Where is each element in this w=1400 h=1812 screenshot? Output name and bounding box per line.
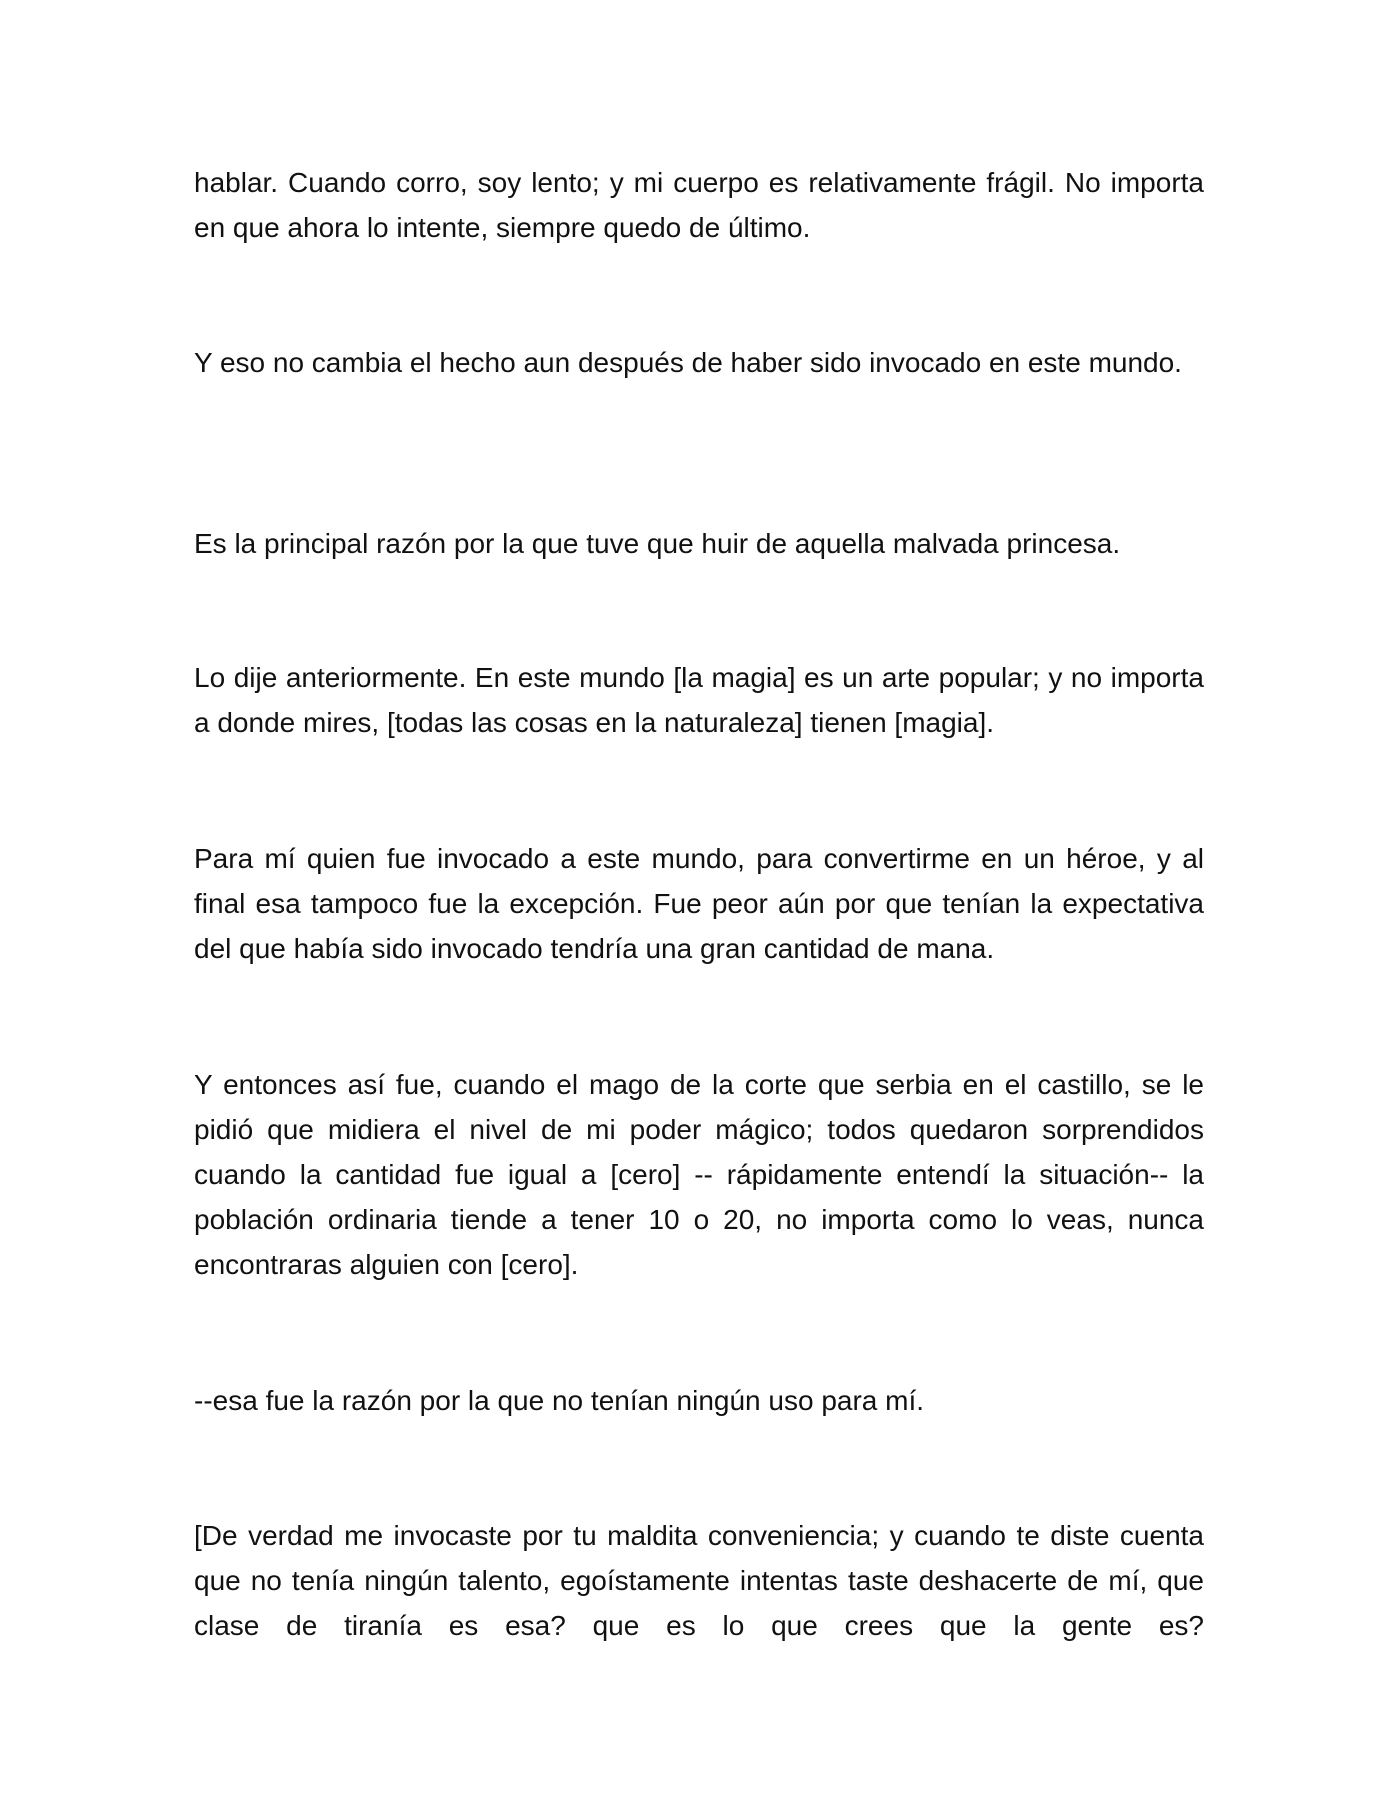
paragraph-7: --esa fue la razón por la que no tenían ningún uso para mí.	[194, 1385, 925, 1416]
paragraph-1: hablar. Cuando corro, soy lento; y mi cuerpo es relativamente frágil. No importa en que ahora lo intente, siempre quedo de último.	[194, 167, 1204, 243]
paragraph-4: Lo dije anteriormente. En este mundo [la magia] es un arte popular; y no importa a donde mires, [todas las cosas en la naturaleza] tienen [magia].	[194, 662, 1204, 738]
paragraph-3: Es la principal razón por la que tuve que huir de aquella malvada princesa.	[194, 528, 1121, 559]
paragraph-5: Para mí quien fue invocado a este mundo, para convertirme en un héroe, y al final esa tampoco fue la excepción. Fue peor aún por que tenían la expectativa del que había sido invocado tendría una gran cantidad de mana.	[194, 843, 1204, 964]
paragraph-8: [De verdad me invocaste por tu maldita conveniencia; y cuando te diste cuenta que no tenía ningún talento, egoístamente intentas taste deshacerte de mí, que clase de tiranía es esa? que es lo que crees que la gente es?	[194, 1520, 1204, 1641]
paragraph-2: Y eso no cambia el hecho aun después de haber sido invocado en este mundo.	[194, 347, 1182, 378]
paragraph-6: Y entonces así fue, cuando el mago de la corte que serbia en el castillo, se le pidió que midiera el nivel de mi poder mágico; todos quedaron sorprendidos cuando la cantidad fue igual a [cero] -- rápidamente entendí la situación-- la población ordinaria tiende a tener 10 o 20, no importa como lo veas, nunca encontraras alguien con [cero].	[194, 1069, 1204, 1280]
